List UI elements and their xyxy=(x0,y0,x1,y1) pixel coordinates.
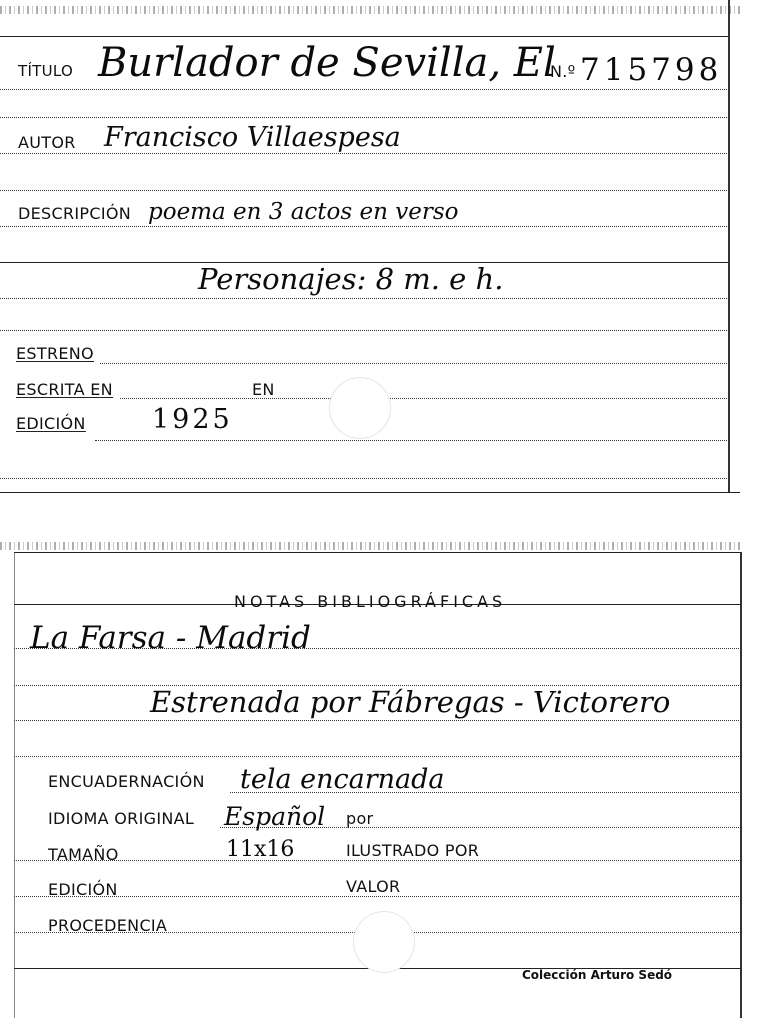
rule xyxy=(0,226,729,227)
card-separator xyxy=(0,492,740,493)
idioma-value: Español xyxy=(224,802,326,831)
edicion-label: EDICIÓN xyxy=(16,414,86,433)
rule xyxy=(100,363,729,364)
punch-hole xyxy=(354,912,414,972)
encuadernacion-value: tela encarnada xyxy=(240,764,445,795)
rule xyxy=(0,478,729,479)
valor-label: VALOR xyxy=(346,877,401,896)
rule xyxy=(0,190,729,191)
edicion-value: 1925 xyxy=(152,404,233,435)
autor-label: AUTOR xyxy=(18,133,76,152)
tamano-value: 11x16 xyxy=(226,837,295,862)
rule xyxy=(14,552,741,553)
rule xyxy=(120,398,729,399)
autor-value: Francisco Villaespesa xyxy=(104,122,401,153)
idioma-label: IDIOMA ORIGINAL xyxy=(48,809,195,828)
catalog-card-back xyxy=(0,540,740,1018)
card-right-border xyxy=(740,552,742,1018)
rule xyxy=(0,117,729,118)
rule xyxy=(0,36,729,37)
escrita-en-label: ESCRITA EN xyxy=(16,380,113,399)
rule xyxy=(0,330,729,331)
por-label: por xyxy=(346,809,374,828)
ilustrado-label: ILUSTRADO POR xyxy=(346,841,480,860)
torn-top-edge xyxy=(0,6,740,14)
rule xyxy=(95,440,729,441)
numero-value: 715798 xyxy=(580,52,723,88)
edicion-label: EDICIÓN xyxy=(48,880,118,899)
rule xyxy=(0,89,729,90)
procedencia-label: PROCEDENCIA xyxy=(48,916,168,935)
en-label: EN xyxy=(252,380,275,399)
rule xyxy=(14,720,741,721)
rule xyxy=(14,896,741,897)
tamano-label: TAMAÑO xyxy=(48,845,119,864)
note-line-1: La Farsa - Madrid xyxy=(30,620,311,656)
titulo-value: Burlador de Sevilla, El xyxy=(98,40,556,86)
personajes-value: Personajes: 8 m. e h. xyxy=(198,262,504,296)
encuadernacion-label: ENCUADERNACIÓN xyxy=(48,772,205,791)
card-right-border xyxy=(728,0,730,492)
rule xyxy=(0,298,729,299)
catalog-card-front xyxy=(0,0,740,492)
note-line-2: Estrenada por Fábregas - Victorero xyxy=(150,685,671,719)
rule xyxy=(14,860,741,861)
numero-label: N.º xyxy=(550,62,576,81)
rule xyxy=(14,756,741,757)
punch-hole xyxy=(330,378,390,438)
titulo-label: TÍTULO xyxy=(18,62,74,80)
torn-top-edge xyxy=(0,542,740,550)
card-left-border xyxy=(14,552,15,1018)
notes-title: NOTAS BIBLIOGRÁFICAS xyxy=(234,592,507,611)
rule xyxy=(0,153,729,154)
footer-collection: Colección Arturo Sedó xyxy=(522,968,673,982)
descripcion-value: poema en 3 actos en verso xyxy=(148,199,459,225)
estreno-label: ESTRENO xyxy=(16,344,94,363)
descripcion-label: DESCRIPCIÓN xyxy=(18,204,131,223)
